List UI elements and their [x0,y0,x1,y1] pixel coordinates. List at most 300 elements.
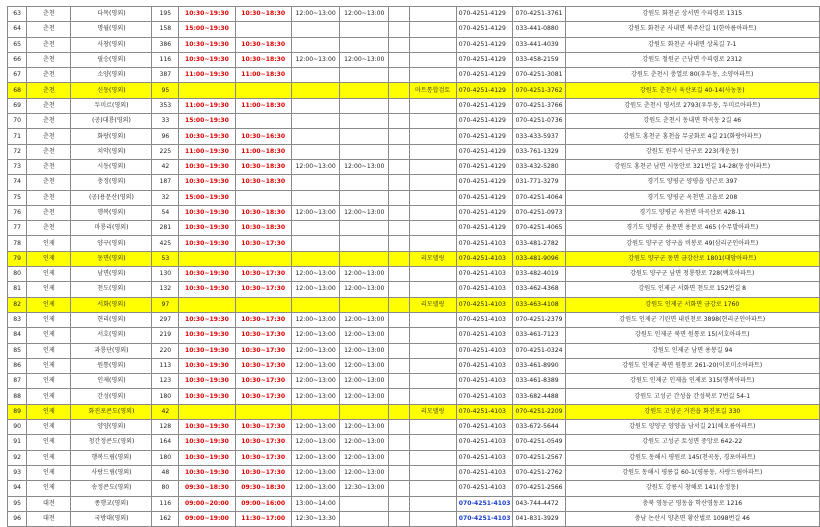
empty-cell [389,159,409,174]
lunch-break-cell: 12:00~13:00 [291,420,340,435]
note-cell [409,114,456,129]
table-row [8,358,820,373]
store-phone-cell: 033-441-0880 [513,22,565,37]
store-phone-cell: 033-761-1329 [513,144,565,159]
address-cell: 강원도 양양군 양양읍 남서길 21(해오름아파트) [565,420,819,435]
table-row [8,22,820,37]
address-cell: 강원도 인제군 북면 원통로 15(서호아파트) [565,328,819,343]
table-row [8,236,820,251]
store-name-cell: 양양(영외) [71,420,152,435]
table-row [8,374,820,389]
lunch-break-cell: 12:00~13:00 [291,343,340,358]
address-cell: 충남 논산시 양촌면 황산벌로 1098번길 46 [565,511,819,526]
count-cell: 116 [152,496,179,511]
store-phone-cell: 033-462-4368 [513,282,565,297]
count-cell: 219 [152,328,179,343]
empty-cell [389,98,409,113]
table-row [8,420,820,435]
store-phone-cell: 033-463-4108 [513,297,565,312]
row-number-cell: 68 [8,83,27,98]
empty-cell [389,129,409,144]
weekend-hours-cell: 11:00~18:30 [235,68,291,83]
weekday-hours-cell: 10:30~19:30 [179,205,235,220]
region-cell: 대전 [27,496,71,511]
lunch-break-cell [291,68,340,83]
table-row [8,129,820,144]
lunch-break-cell [291,83,340,98]
office-phone-cell: 070-4251-4129 [456,205,513,220]
office-phone-cell: 070-4251-4103 [456,404,513,419]
row-number-cell: 89 [8,404,27,419]
region-cell: 인제 [27,267,71,282]
count-cell: 32 [152,190,179,205]
store-name-cell: 소양(영외) [71,68,152,83]
address-cell: 충북 영동군 영동읍 학산영동로 1216 [565,496,819,511]
weekend-hours-cell: 11:00~18:30 [235,144,291,159]
weekday-hours-cell: 10:30~19:30 [179,175,235,190]
weekend-lunch-cell: 12:30~13:00 [340,481,389,496]
store-name-cell: 행복(영외) [71,205,152,220]
weekend-lunch-cell: 12:00~13:00 [340,374,389,389]
store-name-cell: 현리(영외) [71,312,152,327]
weekday-hours-cell [179,251,235,266]
region-cell: 춘천 [27,221,71,236]
note-cell [409,358,456,373]
note-cell: 리모델링 [409,251,456,266]
office-phone-cell: 070-4251-4103 [456,312,513,327]
store-phone-cell: 070-4251-4065 [513,221,565,236]
region-cell: 인제 [27,450,71,465]
note-cell [409,7,456,22]
office-phone-cell: 070-4251-4129 [456,144,513,159]
office-phone-cell: 070-4251-4129 [456,114,513,129]
row-number-cell: 72 [8,144,27,159]
empty-cell [389,83,409,98]
weekend-lunch-cell: 12:00~13:00 [340,420,389,435]
row-number-cell: 81 [8,282,27,297]
weekend-lunch-cell [340,83,389,98]
store-name-cell: 신동(영외) [71,83,152,98]
region-cell: 춘천 [27,52,71,67]
row-number-cell: 96 [8,511,27,526]
office-phone-cell: 070-4251-4129 [456,83,513,98]
table-row [8,37,820,52]
empty-cell [389,435,409,450]
region-cell: 인제 [27,312,71,327]
count-cell: 42 [152,159,179,174]
office-phone-cell: 070-4251-4129 [456,22,513,37]
address-cell: 경기도 양평군 용문면 용문로 465 (수무발아파트) [565,221,819,236]
note-cell [409,144,456,159]
empty-cell [389,404,409,419]
empty-cell [389,144,409,159]
store-phone-cell: 070-4251-0324 [513,343,565,358]
lunch-break-cell: 12:00~13:00 [291,450,340,465]
weekend-hours-cell [235,251,291,266]
office-phone-cell: 070-4251-4129 [456,190,513,205]
count-cell: 180 [152,450,179,465]
lunch-break-cell: 12:00~13:00 [291,389,340,404]
address-cell: 강원도 고성군 토성면 중앙로 642-22 [565,435,819,450]
note-cell: 리모델링 [409,404,456,419]
office-phone-cell: 070-4251-4103 [456,236,513,251]
address-cell: 강원도 춘천시 영서로 2793(우두동, 두미르아파트) [565,98,819,113]
region-cell: 인제 [27,435,71,450]
weekend-lunch-cell: 12:00~13:00 [340,312,389,327]
store-name-cell: 동면(영외) [71,251,152,266]
weekday-hours-cell [179,297,235,312]
empty-cell [389,52,409,67]
region-cell: 대전 [27,511,71,526]
weekend-lunch-cell: 12:00~13:00 [340,7,389,22]
count-cell: 53 [152,251,179,266]
count-cell: 95 [152,83,179,98]
count-cell: 281 [152,221,179,236]
count-cell: 113 [152,358,179,373]
row-number-cell: 63 [8,7,27,22]
weekend-hours-cell: 11:30~17:00 [235,511,291,526]
store-name-cell: 충정(영외) [71,175,152,190]
store-name-cell: 서화(영외) [71,297,152,312]
store-name-cell: 행복드림(영외) [71,450,152,465]
count-cell: 225 [152,144,179,159]
empty-cell [389,312,409,327]
weekend-lunch-cell [340,221,389,236]
region-cell: 인제 [27,251,71,266]
table-row [8,144,820,159]
lunch-break-cell: 12:00~13:00 [291,374,340,389]
region-cell: 춘천 [27,7,71,22]
region-cell: 인제 [27,420,71,435]
empty-cell [389,267,409,282]
table-row [8,190,820,205]
store-phone-cell: 043-744-4472 [513,496,565,511]
weekend-hours-cell: 10:30~17:30 [235,358,291,373]
weekend-lunch-cell [340,190,389,205]
lunch-break-cell: 12:00~13:00 [291,312,340,327]
store-schedule-table [7,6,820,527]
table-row [8,465,820,480]
weekend-lunch-cell [340,37,389,52]
table-row [8,98,820,113]
store-phone-cell: 070-4251-2762 [513,465,565,480]
store-name-cell: 남면(영외) [71,267,152,282]
note-cell [409,267,456,282]
lunch-break-cell: 12:00~13:00 [291,52,340,67]
count-cell: 353 [152,98,179,113]
note-cell [409,190,456,205]
table-row [8,496,820,511]
count-cell: 96 [152,129,179,144]
lunch-break-cell [291,22,340,37]
store-phone-cell: 033-481-2782 [513,236,565,251]
weekend-lunch-cell [340,251,389,266]
note-cell [409,221,456,236]
office-phone-cell: 070-4251-4129 [456,37,513,52]
weekend-hours-cell: 10:30~18:30 [235,221,291,236]
table-row [8,312,820,327]
empty-cell [389,358,409,373]
row-number-cell: 91 [8,435,27,450]
row-number-cell: 93 [8,465,27,480]
count-cell: 180 [152,389,179,404]
office-phone-cell: 070-4251-4103 [456,251,513,266]
note-cell [409,98,456,113]
row-number-cell: 92 [8,450,27,465]
empty-cell [389,37,409,52]
weekend-lunch-cell: 12:00~13:00 [340,328,389,343]
office-phone-cell: 070-4251-4103 [456,465,513,480]
weekend-hours-cell [235,190,291,205]
office-phone-cell: 070-4251-4129 [456,52,513,67]
weekday-hours-cell: 09:00~19:00 [179,511,235,526]
note-cell [409,343,456,358]
table-row [8,175,820,190]
office-phone-cell: 070-4251-4103 [456,420,513,435]
row-number-cell: 65 [8,37,27,52]
weekday-hours-cell: 10:30~19:30 [179,450,235,465]
weekend-lunch-cell [340,404,389,419]
office-phone-cell: 070-4251-4129 [456,159,513,174]
weekend-hours-cell: 10:30~17:30 [235,450,291,465]
weekend-lunch-cell [340,175,389,190]
store-phone-cell: 033-461-8990 [513,358,565,373]
empty-cell [389,481,409,496]
store-name-cell: 원통(영외) [71,358,152,373]
note-cell [409,282,456,297]
address-cell: 강원도 양구군 남면 청룡향로 728(백호아파트) [565,267,819,282]
table-row [8,450,820,465]
weekend-hours-cell: 10:30~17:30 [235,465,291,480]
table-row [8,282,820,297]
store-phone-cell: 033-458-2159 [513,52,565,67]
store-phone-cell: 070-4251-0549 [513,435,565,450]
store-name-cell: 서호(영외) [71,328,152,343]
store-name-cell: 치악(영외) [71,144,152,159]
note-cell [409,496,456,511]
empty-cell [389,175,409,190]
weekend-lunch-cell: 12:00~13:00 [340,52,389,67]
weekend-lunch-cell: 12:00~13:00 [340,358,389,373]
row-number-cell: 87 [8,374,27,389]
lunch-break-cell [291,404,340,419]
region-cell: 춘천 [27,144,71,159]
empty-cell [389,297,409,312]
table-row [8,68,820,83]
lunch-break-cell [291,236,340,251]
store-name-cell: 화진포콘도(영외) [71,404,152,419]
store-name-cell: 송정콘도(영외) [71,481,152,496]
weekend-hours-cell: 09:00~16:00 [235,496,291,511]
weekday-hours-cell: 15:00~19:30 [179,190,235,205]
office-phone-cell: 070-4251-4103 [456,282,513,297]
lunch-break-cell [291,129,340,144]
address-cell: 강원도 인제군 인제읍 인제로 315(행복아파트) [565,374,819,389]
empty-cell [389,465,409,480]
weekday-hours-cell [179,404,235,419]
table-row [8,205,820,220]
region-cell: 인제 [27,236,71,251]
row-number-cell: 80 [8,267,27,282]
weekday-hours-cell: 10:30~19:30 [179,236,235,251]
weekday-hours-cell: 10:30~19:30 [179,37,235,52]
lunch-break-cell: 12:00~13:00 [291,205,340,220]
weekend-lunch-cell [340,98,389,113]
region-cell: 춘천 [27,190,71,205]
store-name-cell: 인제(영외) [71,374,152,389]
store-name-cell: 다목(영외) [71,7,152,22]
note-cell [409,52,456,67]
office-phone-cell: 070-4251-4103 [456,496,513,511]
region-cell: 춘천 [27,114,71,129]
row-number-cell: 90 [8,420,27,435]
row-number-cell: 85 [8,343,27,358]
store-phone-cell: 070-4251-2379 [513,312,565,327]
address-cell: 강원도 화천군 사내면 상록길 7-1 [565,37,819,52]
lunch-break-cell: 12:00~13:00 [291,481,340,496]
lunch-break-cell: 12:00~13:00 [291,267,340,282]
weekday-hours-cell: 10:30~19:30 [179,52,235,67]
office-phone-cell: 070-4251-4103 [456,343,513,358]
empty-cell [389,7,409,22]
office-phone-cell: 070-4251-4129 [456,7,513,22]
empty-cell [389,374,409,389]
weekend-lunch-cell: 12:00~13:00 [340,205,389,220]
weekday-hours-cell: 10:30~19:30 [179,389,235,404]
weekend-hours-cell: 10:30~18:30 [235,205,291,220]
count-cell: 123 [152,374,179,389]
store-phone-cell: 070-4251-2209 [513,404,565,419]
row-number-cell: 95 [8,496,27,511]
weekday-hours-cell: 10:30~19:30 [179,221,235,236]
weekend-lunch-cell [340,114,389,129]
row-number-cell: 76 [8,205,27,220]
office-phone-cell: 070-4251-4103 [456,358,513,373]
note-cell [409,328,456,343]
weekday-hours-cell: 15:00~19:30 [179,22,235,37]
weekend-hours-cell: 10:30~18:30 [235,37,291,52]
weekend-hours-cell [235,83,291,98]
office-phone-cell: 070-4251-4103 [456,389,513,404]
count-cell: 132 [152,282,179,297]
weekend-lunch-cell [340,144,389,159]
table-row [8,251,820,266]
store-phone-cell: 070-4251-3081 [513,68,565,83]
office-phone-cell: 070-4251-4103 [456,374,513,389]
region-cell: 인제 [27,297,71,312]
store-phone-cell: 070-4251-3761 [513,7,565,22]
weekday-hours-cell: 10:30~19:30 [179,328,235,343]
weekend-lunch-cell: 12:00~13:00 [340,450,389,465]
weekend-hours-cell: 10:30~17:30 [235,435,291,450]
count-cell: 80 [152,481,179,496]
row-number-cell: 82 [8,297,27,312]
store-phone-cell: 070-4251-0973 [513,205,565,220]
empty-cell [389,282,409,297]
weekday-hours-cell: 09:30~18:30 [179,481,235,496]
region-cell: 춘천 [27,129,71,144]
store-name-cell: 필승(영외) [71,52,152,67]
weekday-hours-cell: 10:30~19:30 [179,465,235,480]
note-cell [409,159,456,174]
table-row [8,511,820,526]
row-number-cell: 79 [8,251,27,266]
store-phone-cell: 033-461-7123 [513,328,565,343]
lunch-break-cell: 12:00~13:00 [291,282,340,297]
weekend-hours-cell: 10:30~17:30 [235,328,291,343]
store-phone-cell: 070-4251-3766 [513,98,565,113]
note-cell [409,481,456,496]
weekend-hours-cell: 11:00~18:30 [235,98,291,113]
empty-cell [389,343,409,358]
lunch-break-cell [291,144,340,159]
count-cell: 116 [152,52,179,67]
count-cell: 48 [152,465,179,480]
store-phone-cell: 070-4251-4064 [513,190,565,205]
weekend-hours-cell: 10:30~17:30 [235,236,291,251]
region-cell: 인제 [27,389,71,404]
row-number-cell: 69 [8,98,27,113]
weekday-hours-cell: 11:00~19:30 [179,98,235,113]
region-cell: 춘천 [27,205,71,220]
row-number-cell: 66 [8,52,27,67]
table-row [8,221,820,236]
empty-cell [389,450,409,465]
store-name-cell: 사창(영외) [71,37,152,52]
office-phone-cell: 070-4251-4129 [456,68,513,83]
weekday-hours-cell: 10:30~19:30 [179,343,235,358]
store-name-cell: 국방대(영외) [71,511,152,526]
empty-cell [389,511,409,526]
lunch-break-cell: 12:00~13:00 [291,328,340,343]
weekday-hours-cell: 10:30~19:30 [179,358,235,373]
weekend-lunch-cell: 12:00~13:00 [340,465,389,480]
empty-cell [389,251,409,266]
note-cell [409,68,456,83]
count-cell: 158 [152,22,179,37]
empty-cell [389,496,409,511]
address-cell: 강원도 인제군 기린면 내린천로 3898(현리군인아파트) [565,312,819,327]
office-phone-cell: 070-4251-4129 [456,221,513,236]
store-phone-cell: 070-4251-3762 [513,83,565,98]
store-phone-cell: 033-482-4019 [513,267,565,282]
count-cell: 297 [152,312,179,327]
store-name-cell: 명월(영외) [71,22,152,37]
weekend-lunch-cell: 12:00~13:00 [340,159,389,174]
weekday-hours-cell: 09:00~20:00 [179,496,235,511]
table-row [8,435,820,450]
weekend-hours-cell [235,22,291,37]
address-cell: 강원도 춘천시 육산포길 40-14(사농동) [565,83,819,98]
empty-cell [389,236,409,251]
row-number-cell: 86 [8,358,27,373]
address-cell: 강원도 화천군 상서면 수피령로 1315 [565,7,819,22]
empty-cell [389,420,409,435]
weekend-hours-cell [235,297,291,312]
row-number-cell: 70 [8,114,27,129]
weekday-hours-cell: 11:00~19:30 [179,68,235,83]
lunch-break-cell: 12:30~13:30 [291,511,340,526]
row-number-cell: 64 [8,22,27,37]
weekday-hours-cell: 10:30~19:30 [179,374,235,389]
note-cell: 마트통합검토 [409,83,456,98]
note-cell [409,465,456,480]
store-phone-cell: 033-432-5280 [513,159,565,174]
region-cell: 인제 [27,404,71,419]
lunch-break-cell: 12:00~13:00 [291,465,340,480]
weekend-lunch-cell: 12:00~13:00 [340,389,389,404]
note-cell [409,312,456,327]
